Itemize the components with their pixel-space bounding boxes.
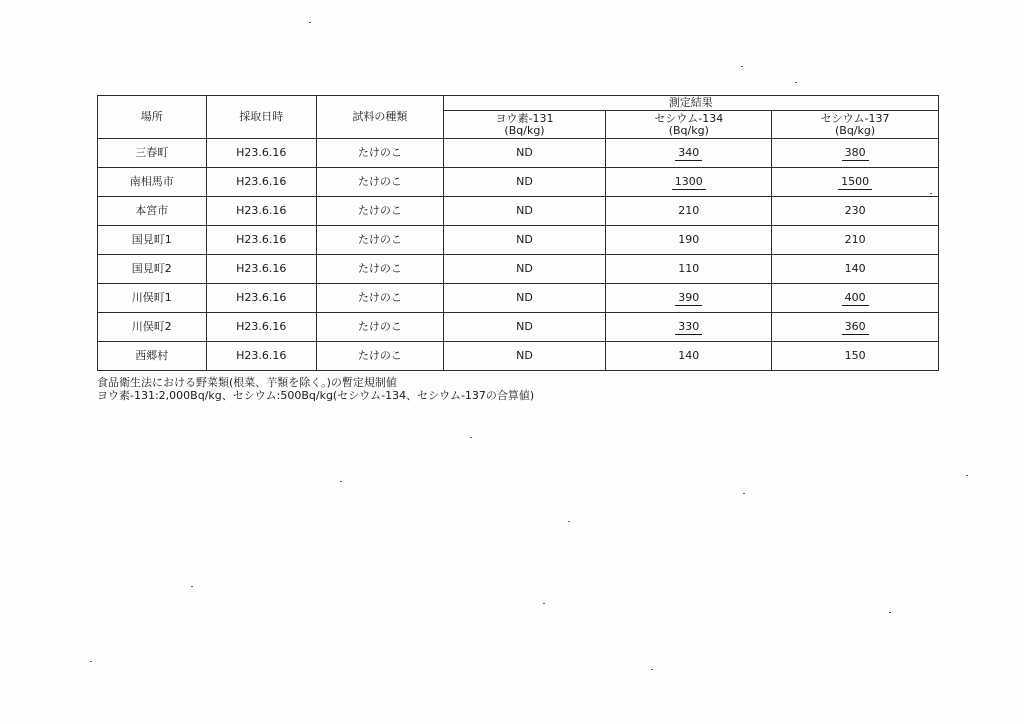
scan-speck: [743, 493, 745, 494]
scan-speck: [90, 661, 92, 662]
cell-sample: たけのこ: [317, 139, 444, 168]
cell-i131: ND: [443, 255, 606, 284]
measurement-table: [97, 95, 939, 371]
cell-date: H23.6.16: [206, 342, 317, 371]
header-cs134-unit: (Bq/kg): [668, 123, 709, 137]
table-row: [98, 342, 939, 371]
cs137-value-underlined: 1500: [838, 175, 872, 190]
cell-place: 川俣町2: [98, 313, 207, 342]
scan-speck: [309, 22, 311, 23]
cell-cs137: 210: [772, 226, 939, 255]
cell-sample: たけのこ: [317, 284, 444, 313]
cell-date: H23.6.16: [206, 313, 317, 342]
header-cs137: [772, 111, 939, 139]
header-sample: 試料の種類: [317, 96, 444, 139]
footnote: [97, 376, 534, 402]
cell-cs134: 110: [606, 255, 772, 284]
scan-speck: [889, 612, 891, 613]
table-row: [98, 168, 939, 197]
scan-speck: [651, 669, 653, 670]
cell-i131: ND: [443, 313, 606, 342]
cell-cs134: 210: [606, 197, 772, 226]
scan-speck: [930, 193, 932, 194]
cell-i131: ND: [443, 139, 606, 168]
header-cs137-unit: (Bq/kg): [835, 123, 876, 137]
cs137-value-underlined: 360: [842, 320, 869, 335]
cell-date: H23.6.16: [206, 168, 317, 197]
table-row: [98, 226, 939, 255]
cs134-value-underlined: 390: [675, 291, 702, 306]
cell-sample: たけのこ: [317, 255, 444, 284]
header-i131-label: ヨウ素-131: [495, 111, 554, 125]
cell-date: H23.6.16: [206, 139, 317, 168]
cs134-value-underlined: 330: [675, 320, 702, 335]
header-i131-unit: (Bq/kg): [504, 123, 545, 137]
table-row: [98, 197, 939, 226]
cell-i131: ND: [443, 284, 606, 313]
scan-speck: [568, 521, 570, 522]
header-date: 採取日時: [206, 96, 317, 139]
cell-sample: たけのこ: [317, 342, 444, 371]
header-place: 場所: [98, 96, 207, 139]
cell-sample: たけのこ: [317, 168, 444, 197]
cell-cs137: [772, 139, 939, 168]
cell-cs137: 230: [772, 197, 939, 226]
cell-i131: ND: [443, 197, 606, 226]
cs134-value-underlined: 1300: [672, 175, 706, 190]
cell-cs137: [772, 313, 939, 342]
header-cs134-label: セシウム-134: [654, 111, 724, 125]
cell-i131: ND: [443, 226, 606, 255]
scan-speck: [191, 586, 193, 587]
cell-place: 国見町1: [98, 226, 207, 255]
cell-i131: ND: [443, 168, 606, 197]
cell-cs137: 140: [772, 255, 939, 284]
scan-speck: [966, 475, 968, 476]
table-row: [98, 284, 939, 313]
cell-cs134: 190: [606, 226, 772, 255]
cell-cs134: [606, 168, 772, 197]
table-row: [98, 139, 939, 168]
cell-place: 南相馬市: [98, 168, 207, 197]
cell-date: H23.6.16: [206, 284, 317, 313]
header-cs137-label: セシウム-137: [820, 111, 890, 125]
cell-sample: たけのこ: [317, 313, 444, 342]
cell-cs134: [606, 139, 772, 168]
cell-cs134: [606, 313, 772, 342]
cell-cs137: [772, 168, 939, 197]
cell-place: 西郷村: [98, 342, 207, 371]
table-row: [98, 255, 939, 284]
scan-speck: [741, 66, 743, 67]
cell-place: 本宮市: [98, 197, 207, 226]
cell-cs134: [606, 284, 772, 313]
cell-place: 川俣町1: [98, 284, 207, 313]
cell-sample: たけのこ: [317, 226, 444, 255]
cs137-value-underlined: 400: [842, 291, 869, 306]
cell-date: H23.6.16: [206, 255, 317, 284]
cell-cs137: [772, 284, 939, 313]
cell-sample: たけのこ: [317, 197, 444, 226]
cs137-value-underlined: 380: [842, 146, 869, 161]
scan-speck: [543, 603, 545, 604]
cs134-value-underlined: 340: [675, 146, 702, 161]
cell-cs134: 140: [606, 342, 772, 371]
scan-speck: [340, 481, 342, 482]
table-row: [98, 313, 939, 342]
cell-date: H23.6.16: [206, 197, 317, 226]
header-cs134: [606, 111, 772, 139]
header-results-group: 測定結果: [443, 96, 938, 111]
cell-place: 三春町: [98, 139, 207, 168]
scan-speck: [795, 82, 797, 83]
cell-cs137: 150: [772, 342, 939, 371]
footnote-line-2: ヨウ素-131:2,000Bq/kg、セシウム:500Bq/kg(セシウム-134、セシウム-137の合算値): [97, 389, 535, 402]
cell-date: H23.6.16: [206, 226, 317, 255]
footnote-line-1: 食品衛生法における野菜類(根菜、芋類を除く。)の暫定規制値: [97, 376, 397, 389]
scan-speck: [470, 437, 472, 438]
header-i131: [443, 111, 606, 139]
cell-place: 国見町2: [98, 255, 207, 284]
cell-i131: ND: [443, 342, 606, 371]
